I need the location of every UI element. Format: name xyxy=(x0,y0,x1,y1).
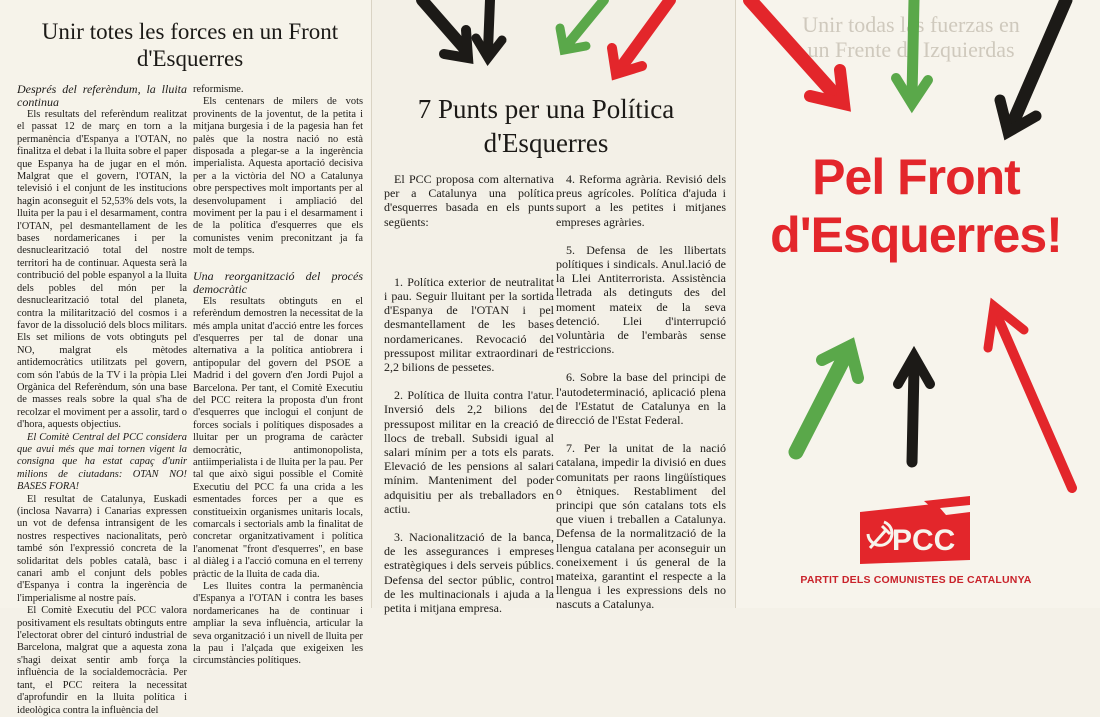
panel2-column-a xyxy=(384,172,554,629)
point-7-text: 7. Per la unitat de la nació catalana, impedir la divisió en dues comunitats per raons lingüístiques o ètniques. Restabliment del principi que són catalans tots els que viuen i treballen a Catalunya. Defensa de la normalització de la llengua catalana per aconseguir un coneixement i ús general de la mateixa, garantint el respecte a la llengua i les expressions dels no nascuts a Catalunya. xyxy=(556,441,726,612)
show-through-title: Unir todas las fuerzas en un Frente de Izquierdas xyxy=(802,12,1020,62)
subhead-after-referendum: Després del referèndum, la lluita continua xyxy=(17,82,187,109)
red-arrow-top-left xyxy=(750,0,836,96)
logo-text: PCC xyxy=(892,524,956,557)
headline-line-2: d'Esquerres! xyxy=(770,207,1062,263)
black-arrow-center-shaft xyxy=(488,0,490,50)
point-6 xyxy=(556,370,726,427)
paragraph: Els centenars de milers de vots provinents de la joventut, de la petita i mitjana burgesia i de la pagesia han fet palès que la nostra nació no està disposada a plegar-se a la ingerència imperialista. Aquesta aportació decisiva per a la victòria del NO a Catalunya obre perspectives molt importants per al desenvolupament i ampliació del moviment per la pau i el desarmament i de la política d'esquerres que els comunistes venim preconitzant ja fa molt de temps. xyxy=(193,96,363,257)
panel-cover xyxy=(736,0,1100,608)
point-3-text: 3. Nacionalització de la banca, de les assegurances i empreses estratègiques i dels serveis públics. Defensa del sector públic, control de les multinacionals i ajuda a la petita i mitjana empresa. xyxy=(384,530,554,616)
panel-middle xyxy=(372,0,736,616)
red-arrow-bottom-right xyxy=(998,318,1072,488)
point-6-text: 6. Sobre la base del principi de l'autodeterminació, aplicació plena de l'Estatut de Catalunya en la direcció de l'Estat Federal. xyxy=(556,370,726,428)
red-arrow-shaft xyxy=(622,0,670,66)
headline-line-1: Pel Front xyxy=(812,149,1020,205)
point-2-text: 2. Política de lluita contra l'atur. Inversió dels 2,2 bilions del pressupost militar en la creació de llocs de treball. Subsidi igual al salari mínim per a tots els parats. Elevació de les pensions al salari mínim. Manteniment del poder adquisitiu per als treballadors en actiu. xyxy=(384,388,554,516)
panel1-title: Unir totes les forces en un Front d'Esquerres xyxy=(41,19,339,71)
point-5 xyxy=(556,243,726,357)
point-1-text: 1. Política exterior de neutralitat i pau. Seguir lluitant per la sortida d'Espanya de l'OTAN i pel desmantellament de les bases nordamericanes. Revocació del pressupost militar extraordinari de 2,2 bilions de pessetes. xyxy=(384,274,554,375)
paragraph: El Comitè Executiu del PCC valora positivament els resultats obtinguts entre l'electorat obrer del cinturó industrial de Barcelona, malgrat que a aquesta zona s'hagi deixat sentir amb força la influència de la socialdemocràcia. Per tant, el PCC reitera la necessitat d'aprofundir en la lluita política i ideològica contra la influència del xyxy=(17,605,187,716)
points-intro: El PCC proposa com alternativa per a Catalunya una política d'esquerres basada en els punts següents: xyxy=(384,172,554,229)
point-4 xyxy=(556,172,726,229)
panel2-title: 7 Punts per una Política d'Esquerres xyxy=(417,94,675,158)
paragraph: Els resultats del referèndum realitzat el passat 12 de març en torn a la permanència d'Espanya a l'OTAN, no finalitza el debat i la lluita sobre el paper que Espanya ha de jugar en el món. Malgrat que el govern, l'OTAN, la televisió i el conjunt de les institucions hagin aconseguit el 52,53% dels vots, la lluita per la pau i el desarmament, contra l'OTAN, pel desmantellament de les bases nordamericanes i per la desnuclearització total del nostre territori ha de continuar. Aquesta serà la contribució del poble espanyol a la lluita dels pobles del món per la desnuclearització total del planeta, contra la militarització del cosmos i a favor de la dissolució dels blocs militars. Els set milions de vots obtinguts pel NO, malgrat els mètodes antidemocràtics utilitzats pel govern, com són l'abús de la TV i la pròpia Llei Orgànica del Referèndum, són una base de masses reals sobre la qual s'ha de recolzar el moviment per a assolir, tard o d'hora, aquests objectius. xyxy=(17,109,187,431)
green-arrow-shaft xyxy=(568,0,604,44)
point-7 xyxy=(556,441,726,611)
subhead-reorganization: Una reorganització del procés democràtic xyxy=(193,268,363,296)
paragraph: El resultat de Catalunya, Euskadi (inclosa Navarra) i Canarias expressen un vot de defensa intransigent de les nostres respectives nacionalitats, però també són l'expressió concreta de la solidaritat dels pobles català, basc i canari amb el conjunt dels pobles d'Espanya i contra la ingerència de l'imperialisme al nostre país. xyxy=(17,493,187,604)
pcc-logo xyxy=(854,494,976,570)
panel1-column-a xyxy=(17,83,187,717)
cover-headline xyxy=(756,148,1076,264)
green-arrow-bottom-left xyxy=(796,358,844,452)
emphasis-paragraph: El Comitè Central del PCC considera que avui més que mai tornen vigent la consigna que ha estat capaç d'unir milions de ciutadans: OTAN NO! BASES FORA! xyxy=(17,431,187,493)
black-arrow-left-shaft xyxy=(422,0,464,48)
paragraph-lead: reformisme. xyxy=(193,84,244,95)
green-arrow-top xyxy=(912,0,914,96)
paragraph: Els resultats obtinguts en el referèndum demostren la necessitat de la més ampla unitat d'acció entre les forces d'esquerres per tal de donar una alternativa a la política antiobrera i antipopular del govern del PSOE a Madrid i del govern d'en Jordi Pujol a Barcelona. Per tant, el Comitè Executiu del PCC reitera la proposta d'un front d'esquerres que inclogui el conjunt de forces socials i polítiques disposades a lluitar per un programa de caràcter democràtic, antimonopolista, antiimperialista i de lluita per la pau. Per tal que això sigui possible el Comitè Executiu del PCC fa una crida a les esmentades forces per a que es constitueixin organismes unitaris locals, comarcals i sectorials amb la finalitat de concretar organitzativament i política l'anomenat "front d'esquerres", en base al diàleg i a l'acció comuna en el terreny pràctic de la lluita de cada dia. xyxy=(193,295,363,580)
point-2 xyxy=(384,388,554,516)
point-4-text: 4. Reforma agrària. Revisió dels preus agrícoles. Política d'ajuda i suport a les petites i mitjanes empreses agràries. xyxy=(556,172,726,229)
panel1-column-b xyxy=(193,84,363,668)
point-1 xyxy=(384,275,554,374)
point-3 xyxy=(384,530,554,615)
panel-left xyxy=(0,0,372,716)
black-arrow-top-right xyxy=(1014,0,1066,120)
panel2-column-b xyxy=(556,172,726,626)
point-5-text: 5. Defensa de les llibertats polítiques i sindicals. Anul.lació de la Llei Antiterrorista. Assistència lletrada als detinguts des del moment mateix de la seva detenció. Llei d'interrupció voluntària de l'embaràs sense restriccions. xyxy=(556,242,726,357)
paragraph: Les lluites contra la permanència d'Espanya a l'OTAN i contra les bases nordamericanes ha de continuar i ampliar la seva influència, articular la seva organització i un nivell de lluita per la pau i l'alçada que exigeixen les circumstàncies polítiques. xyxy=(193,581,363,667)
party-name: PARTIT DELS COMUNISTES DE CATALUNYA xyxy=(800,574,1032,586)
black-arrow-bottom xyxy=(912,368,914,462)
